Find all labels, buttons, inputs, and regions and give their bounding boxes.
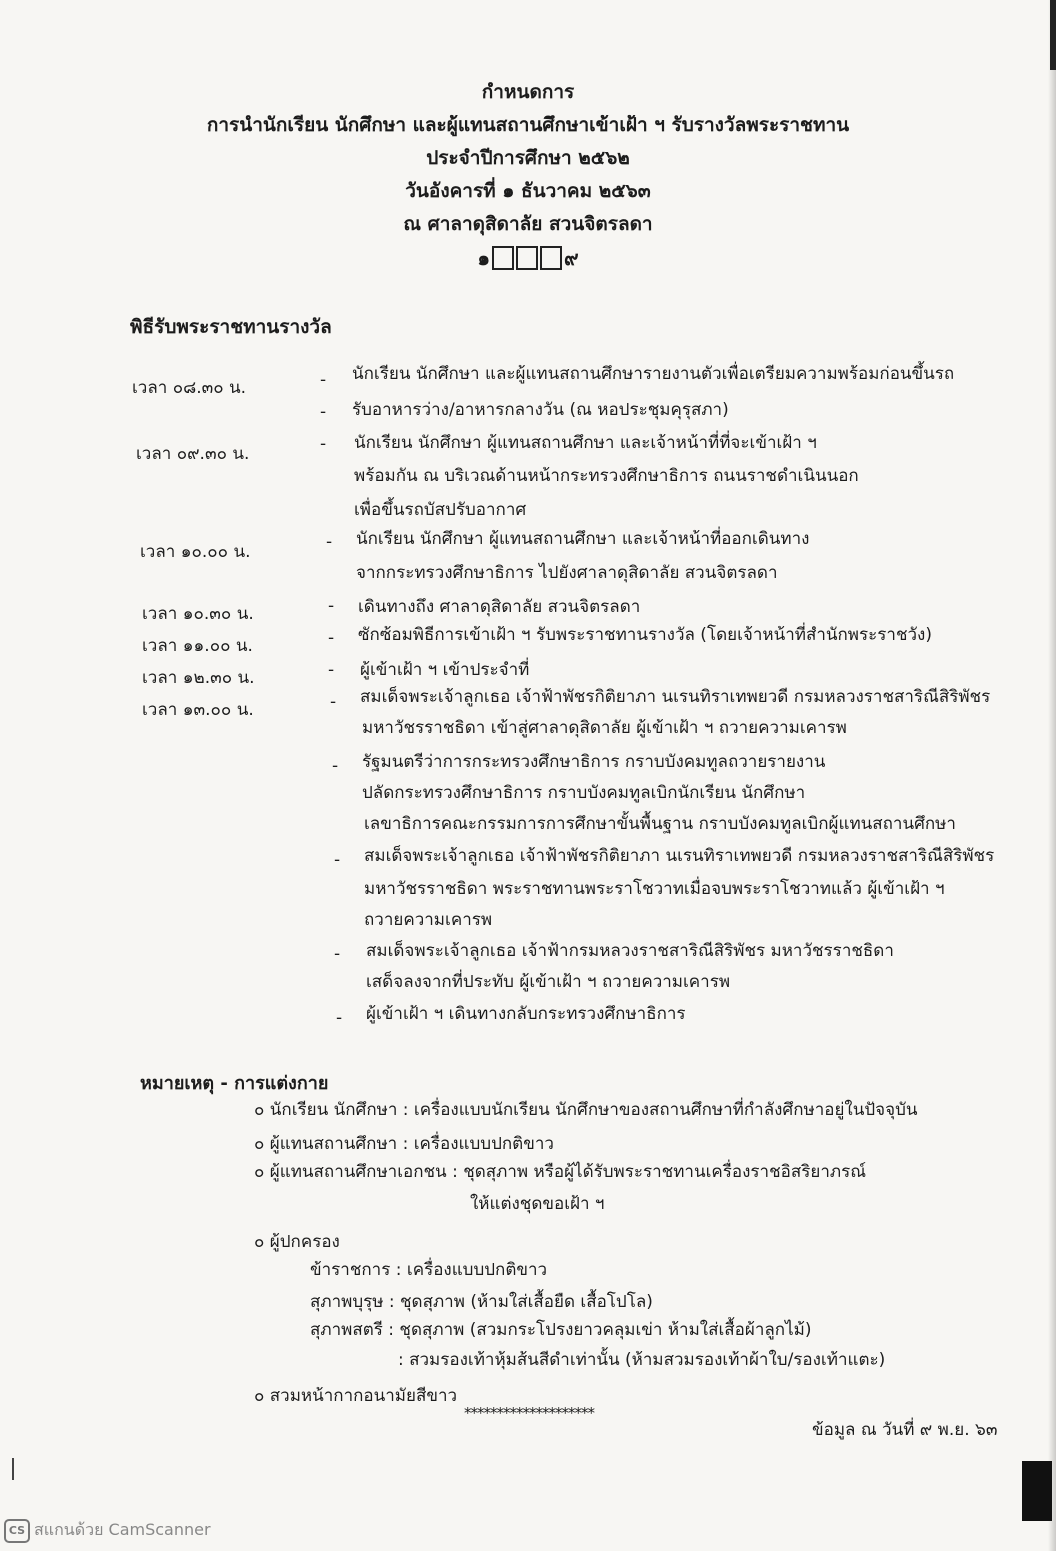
- schedule-text: ผู้เข้าเฝ้า ฯ เดินทางกลับกระทรวงศึกษาธิการ: [366, 1004, 686, 1024]
- schedule-time: เวลา ๑๓.๐๐ น.: [142, 700, 254, 720]
- bullet-dash: -: [336, 1008, 343, 1028]
- bullet-dash: -: [328, 596, 335, 616]
- note-line: สุภาพสตรี : ชุดสุภาพ (สวมกระโปรงยาวคลุมเข่า ห้ามใส่เสื้อผ้าลูกไม้): [310, 1320, 812, 1340]
- bullet-dash: -: [330, 692, 337, 712]
- header-title: กำหนดการ: [481, 81, 575, 103]
- note-line: ๐ ผู้ปกครอง: [254, 1232, 340, 1252]
- code-suffix: ๙: [564, 246, 579, 270]
- code-box: [492, 246, 514, 270]
- schedule-text: สมเด็จพระเจ้าลูกเธอ เจ้าฟ้าพัชรกิติยาภา นเรนทิราเทพยวดี กรมหลวงราชสาริณีสิริพัชร: [360, 687, 991, 707]
- schedule-text: นักเรียน นักศึกษา ผู้แทนสถานศึกษา และเจ้าหน้าที่ออกเดินทาง: [356, 529, 810, 549]
- schedule-text: เสด็จลงจากที่ประทับ ผู้เข้าเฝ้า ฯ ถวายความเคารพ: [366, 972, 731, 992]
- bullet-dash: -: [328, 660, 335, 680]
- schedule-text: สมเด็จพระเจ้าลูกเธอ เจ้าฟ้ากรมหลวงราชสาริณีสิริพัชร มหาวัชรราชธิดา: [366, 941, 894, 961]
- separator-stars: ********************: [464, 1404, 594, 1422]
- code-prefix: ๑: [477, 246, 491, 270]
- scan-edge-mark: [12, 1458, 14, 1480]
- schedule-text: ซักซ้อมพิธีการเข้าเฝ้า ฯ รับพระราชทานรางวัล (โดยเจ้าหน้าที่สำนักพระราชวัง): [358, 625, 932, 645]
- bullet-dash: -: [334, 944, 341, 964]
- schedule-time: เวลา ๑๑.๐๐ น.: [142, 636, 253, 656]
- schedule-text: ผู้เข้าเฝ้า ฯ เข้าประจำที่: [360, 660, 530, 680]
- note-line: ๐ สวมหน้ากากอนามัยสีขาว: [254, 1386, 458, 1406]
- bullet-dash: -: [334, 850, 341, 870]
- code-box: [540, 246, 562, 270]
- schedule-text: นักเรียน นักศึกษา และผู้แทนสถานศึกษารายงานตัวเพื่อเตรียมความพร้อมก่อนขึ้นรถ: [352, 364, 955, 384]
- schedule-text: เพื่อขึ้นรถบัสปรับอากาศ: [354, 500, 527, 520]
- schedule-text: จากกระทรวงศึกษาธิการ ไปยังศาลาดุสิดาลัย สวนจิตรลดา: [356, 563, 778, 583]
- schedule-text: รัฐมนตรีว่าการกระทรวงศึกษาธิการ กราบบังคมทูลถวายรายงาน: [362, 752, 826, 772]
- bullet-dash: -: [332, 756, 339, 776]
- document-code: [0, 241, 1056, 275]
- bullet-dash: -: [328, 628, 335, 648]
- schedule-text: เดินทางถึง ศาลาดุสิดาลัย สวนจิตรลดา: [358, 597, 641, 617]
- bullet-dash: -: [320, 434, 327, 454]
- schedule-time: เวลา ๑๐.๐๐ น.: [140, 542, 251, 562]
- camscanner-text: สแกนด้วย CamScanner: [34, 1520, 211, 1539]
- bullet-dash: -: [326, 532, 333, 552]
- schedule-time: เวลา ๑๒.๓๐ น.: [142, 668, 255, 688]
- schedule-time: เวลา ๐๘.๓๐ น.: [132, 378, 247, 398]
- schedule-text: ถวายความเคารพ: [364, 910, 493, 930]
- schedule-time: เวลา ๐๙.๓๐ น.: [136, 444, 250, 464]
- schedule-text: รับอาหารว่าง/อาหารกลางวัน (ณ หอประชุมคุรุสภา): [352, 400, 729, 420]
- note-line: สุภาพบุรุษ : ชุดสุภาพ (ห้ามใส่เสื้อยืด เสื้อโปโล): [310, 1292, 653, 1312]
- camscanner-logo: CS: [4, 1519, 30, 1543]
- note-line: ๐ ผู้แทนสถานศึกษาเอกชน : ชุดสุภาพ หรือผู้ได้รับพระราชทานเครื่องราชอิสริยาภรณ์: [254, 1162, 866, 1182]
- header-date: วันอังคารที่ ๑ ธันวาคม ๒๕๖๓: [405, 180, 651, 202]
- camscanner-footer: [4, 1518, 211, 1543]
- note-line: : สวมรองเท้าหุ้มส้นสีดำเท่านั้น (ห้ามสวมรองเท้าผ้าใบ/รองเท้าแตะ): [398, 1350, 886, 1370]
- section-title: พิธีรับพระราชทานรางวัล: [130, 316, 332, 338]
- header-venue: ณ ศาลาดุสิดาลัย สวนจิตรลดา: [403, 213, 653, 235]
- code-box: [516, 246, 538, 270]
- note-line: ข้าราชการ : เครื่องแบบปกติขาว: [310, 1260, 548, 1280]
- scan-edge-mark: [1050, 0, 1056, 70]
- header-academic-year: ประจำปีการศึกษา ๒๕๖๒: [426, 147, 630, 169]
- data-as-of-date: ข้อมูล ณ วันที่ ๙ พ.ย. ๖๓: [812, 1420, 998, 1440]
- header-subtitle: การนำนักเรียน นักศึกษา และผู้แทนสถานศึกษาเข้าเฝ้า ฯ รับรางวัลพระราชทาน: [206, 114, 850, 136]
- document-header: [0, 76, 1056, 275]
- scan-edge-mark: [1022, 1461, 1052, 1521]
- bullet-dash: -: [320, 370, 327, 390]
- notes-title: หมายเหตุ - การแต่งกาย: [140, 1073, 329, 1094]
- schedule-time: เวลา ๑๐.๓๐ น.: [142, 604, 254, 624]
- bullet-dash: -: [320, 402, 327, 422]
- schedule-text: พร้อมกัน ณ บริเวณด้านหน้ากระทรวงศึกษาธิการ ถนนราชดำเนินนอก: [354, 466, 859, 486]
- note-line: ๐ ผู้แทนสถานศึกษา : เครื่องแบบปกติขาว: [254, 1134, 554, 1154]
- schedule-text: สมเด็จพระเจ้าลูกเธอ เจ้าฟ้าพัชรกิติยาภา นเรนทิราเทพยวดี กรมหลวงราชสาริณีสิริพัชร: [364, 846, 995, 866]
- schedule-text: เลขาธิการคณะกรรมการการศึกษาขั้นพื้นฐาน กราบบังคมทูลเบิกผู้แทนสถานศึกษา: [364, 814, 956, 834]
- note-line: ให้แต่งชุดขอเฝ้า ฯ: [470, 1194, 605, 1214]
- schedule-text: มหาวัชรราชธิดา พระราชทานพระราโชวาทเมื่อจบพระราโชวาทแล้ว ผู้เข้าเฝ้า ฯ: [364, 879, 945, 899]
- schedule-text: นักเรียน นักศึกษา ผู้แทนสถานศึกษา และเจ้าหน้าที่ที่จะเข้าเฝ้า ฯ: [354, 433, 817, 453]
- schedule-text: มหาวัชรราชธิดา เข้าสู่ศาลาดุสิดาลัย ผู้เข้าเฝ้า ฯ ถวายความเคารพ: [362, 718, 847, 738]
- note-line: ๐ นักเรียน นักศึกษา : เครื่องแบบนักเรียน นักศึกษาของสถานศึกษาที่กำลังศึกษาอยู่ในปัจจุบัน: [254, 1100, 918, 1120]
- schedule-text: ปลัดกระทรวงศึกษาธิการ กราบบังคมทูลเบิกนักเรียน นักศึกษา: [362, 783, 806, 803]
